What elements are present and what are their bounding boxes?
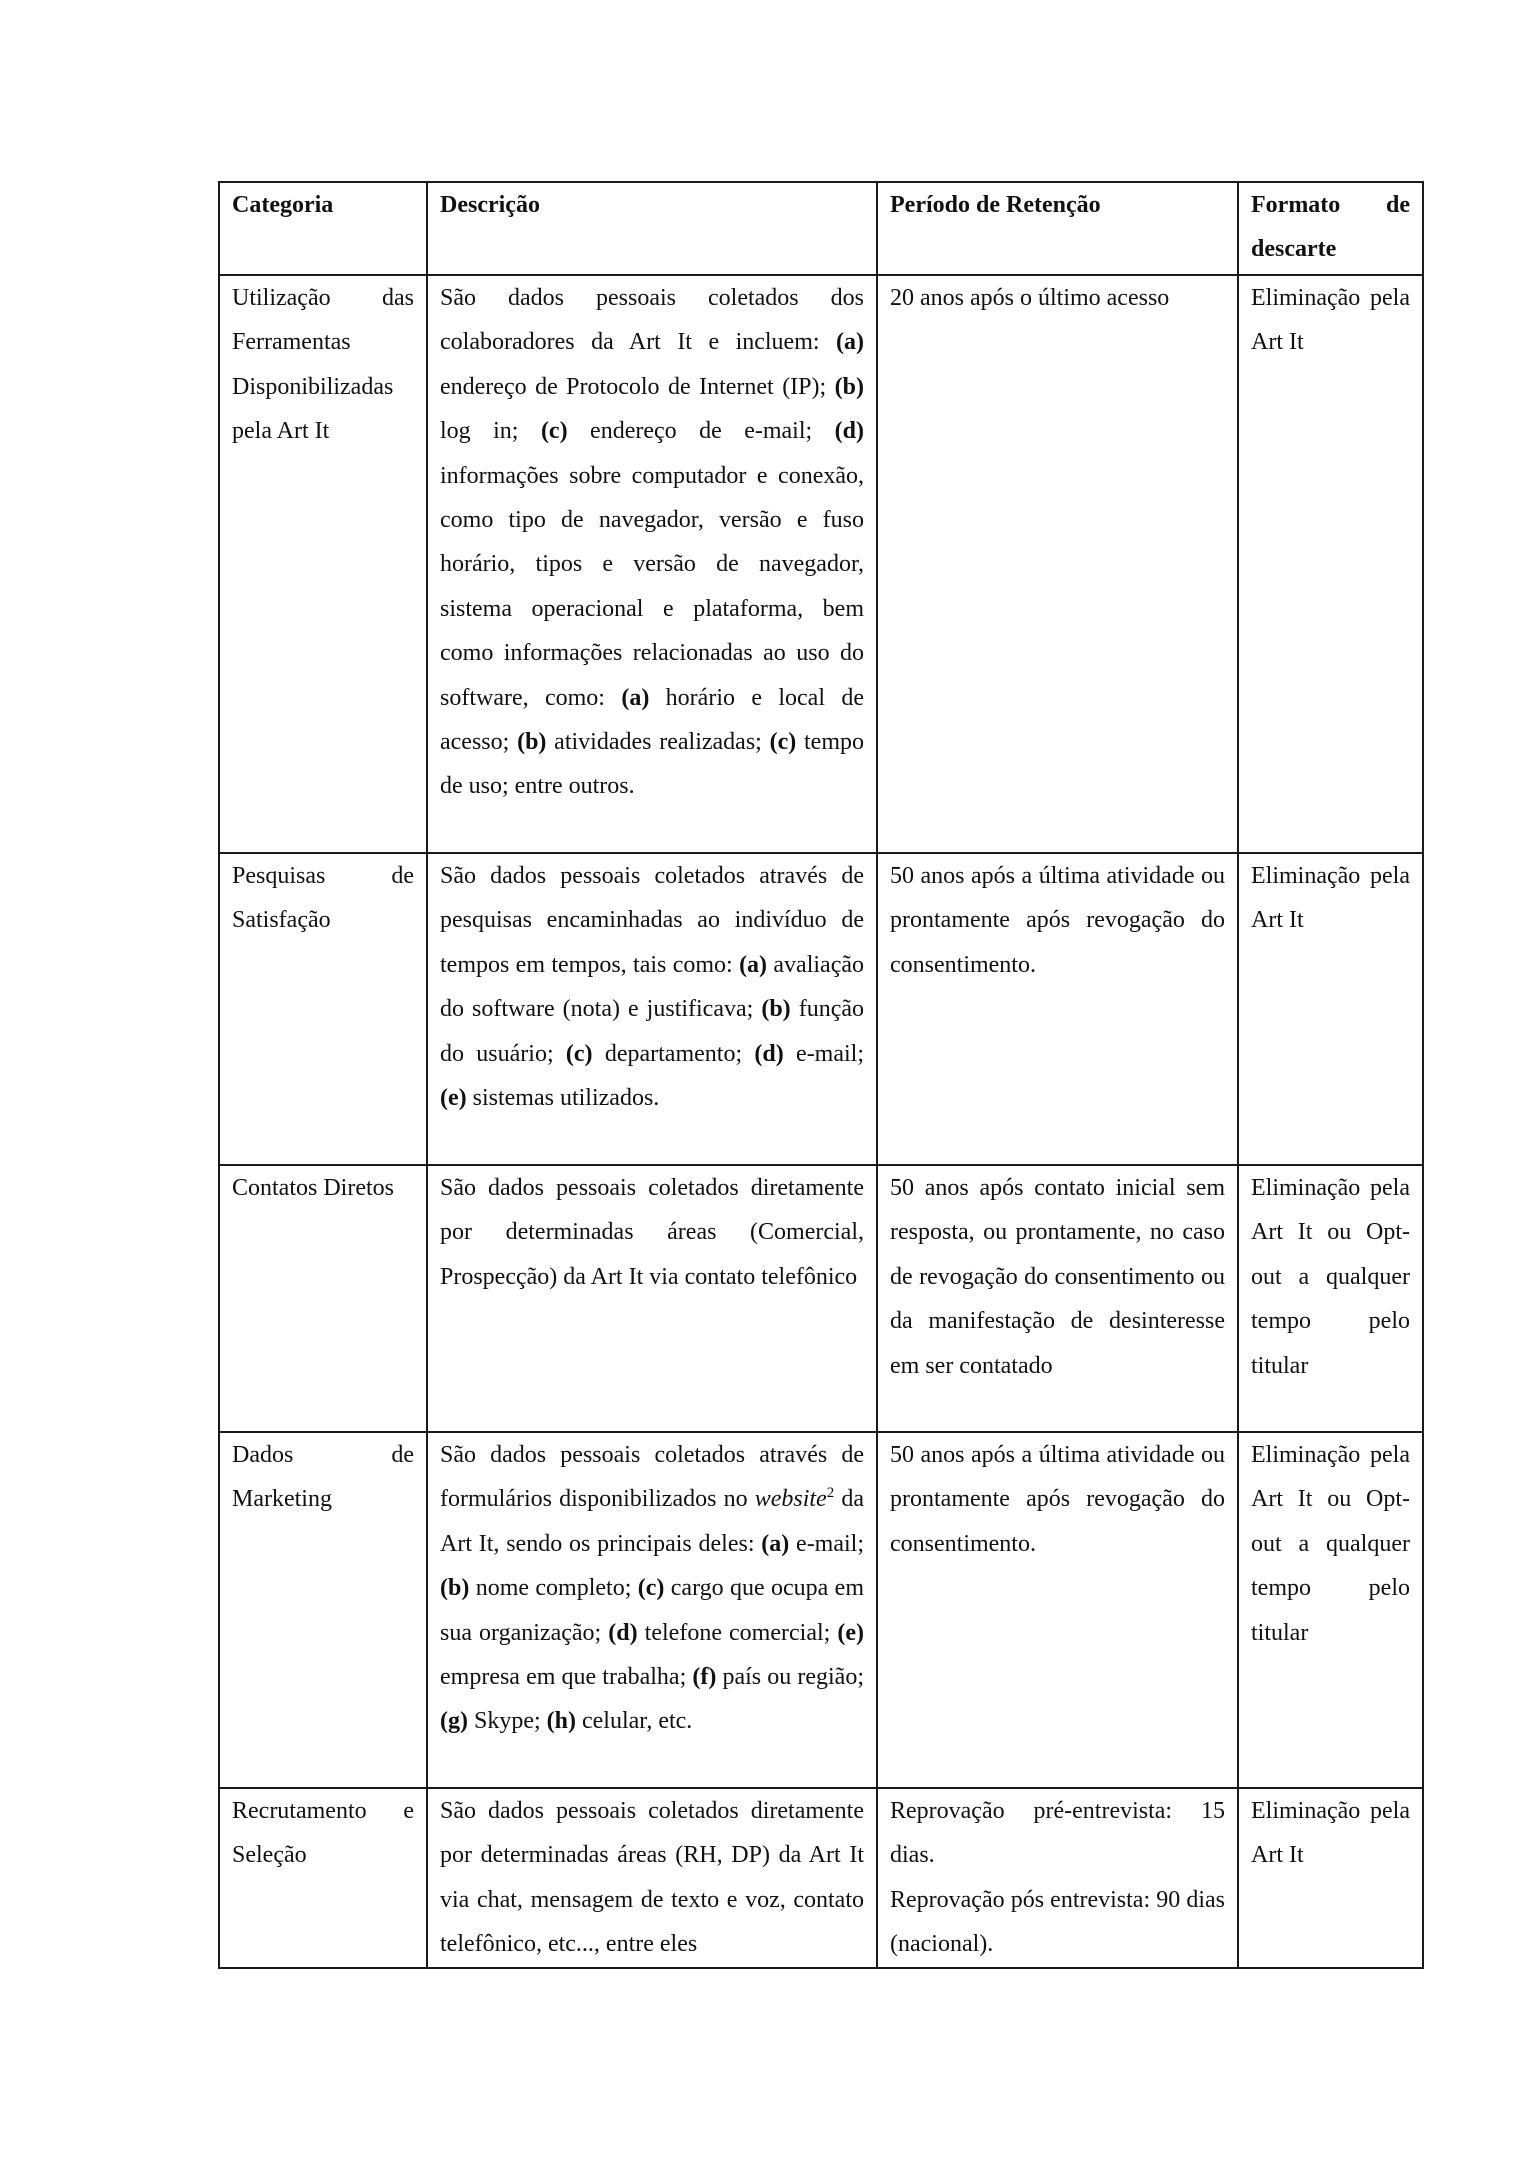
list-marker: (b) xyxy=(517,729,547,756)
list-marker: (d) xyxy=(608,1619,638,1646)
table-row xyxy=(219,1165,1423,1432)
desc-text: São dados pessoais coletados diretamente por determinadas áreas (Comercial, Prospecção) da Art It via contato telefônico xyxy=(440,1175,864,1290)
row-description xyxy=(427,275,877,853)
row-description xyxy=(427,1788,877,1968)
desc-text: horário e local de acesso; xyxy=(440,684,865,756)
header-description: Descrição xyxy=(427,182,877,275)
list-marker: (g) xyxy=(440,1708,468,1735)
header-disposal: Formato de descarte xyxy=(1238,182,1423,275)
website-term: website xyxy=(754,1486,827,1513)
footnote-ref: 2 xyxy=(826,1485,835,1502)
desc-text: endereço de e-mail; xyxy=(567,418,835,445)
row-category: Pesquisas de Satisfação xyxy=(219,853,427,1165)
table-row xyxy=(219,1432,1423,1788)
desc-text: São dados pessoais coletados diretamente por determinadas áreas (RH, DP) da Art It via chat, mensagem de texto e voz, contato telefônico, etc..., entre eles xyxy=(440,1798,864,1958)
desc-text: endereço de Protocolo de Internet (IP); xyxy=(440,373,835,400)
list-marker: (h) xyxy=(546,1708,576,1735)
row-description xyxy=(427,1432,877,1788)
table-row xyxy=(219,853,1423,1165)
list-marker: (c) xyxy=(637,1575,665,1602)
row-description xyxy=(427,853,877,1165)
row-description xyxy=(427,1165,877,1432)
row-disposal: Eliminação pela Art It ou Opt-out a qualquer tempo pelo titular xyxy=(1238,1432,1423,1788)
list-marker: (b) xyxy=(440,1575,470,1602)
row-retention: 50 anos após a última atividade ou prontamente após revogação do consentimento. xyxy=(877,1432,1238,1788)
desc-text: e-mail; xyxy=(783,1040,865,1067)
desc-text: telefone comercial; xyxy=(637,1619,838,1646)
table-row xyxy=(219,1788,1423,1968)
row-category: Dados de Marketing xyxy=(219,1432,427,1788)
row-disposal: Eliminação pela Art It xyxy=(1238,853,1423,1165)
row-disposal: Eliminação pela Art It xyxy=(1238,1788,1423,1968)
list-marker: (a) xyxy=(621,684,650,711)
desc-text: São dados pessoais coletados através de formulários disponibilizados no xyxy=(440,1442,864,1513)
desc-text: São dados pessoais coletados através de pesquisas encaminhadas ao indivíduo de tempos em tempos, tais como: xyxy=(440,863,864,978)
table-header-row xyxy=(219,182,1423,275)
row-retention: 50 anos após contato inicial sem resposta, ou prontamente, no caso de revogação do consentimento ou da manifestação de desinteresse em ser contatado xyxy=(877,1165,1238,1432)
desc-text: informações sobre computador e conexão, como tipo de navegador, versão e fuso horário, tipos e versão de navegador, sistema operacional e plataforma, bem como informações relacionadas ao uso do software, como: xyxy=(440,462,864,711)
row-retention: 20 anos após o último acesso xyxy=(877,275,1238,853)
list-marker: (a) xyxy=(739,951,768,978)
desc-text: Skype; xyxy=(467,1708,547,1735)
retention-table xyxy=(218,181,1424,1969)
row-disposal: Eliminação pela Art It xyxy=(1238,275,1423,853)
list-marker: (c) xyxy=(769,729,797,756)
desc-text: da Art It, sendo os principais deles: xyxy=(440,1486,865,1557)
desc-text: celular, etc. xyxy=(576,1708,693,1735)
desc-text: log in; xyxy=(440,418,541,445)
desc-text: e-mail; xyxy=(789,1530,865,1557)
header-retention: Período de Retenção xyxy=(877,182,1238,275)
row-retention xyxy=(877,1788,1238,1968)
retention-line: Reprovação pré-entrevista: 15 dias. xyxy=(890,1798,1225,1869)
table-row xyxy=(219,275,1423,853)
desc-text: empresa em que trabalha; xyxy=(440,1664,693,1691)
list-marker: (a) xyxy=(761,1530,790,1557)
row-disposal: Eliminação pela Art It ou Opt-out a qualquer tempo pelo titular xyxy=(1238,1165,1423,1432)
list-marker: (e) xyxy=(440,1085,467,1112)
retention-line: Reprovação pós entrevista: 90 dias (nacional). xyxy=(890,1886,1225,1958)
desc-text: função do usuário; xyxy=(440,996,865,1067)
desc-text: cargo que ocupa em sua organização; xyxy=(440,1575,865,1646)
desc-text: departamento; xyxy=(592,1040,755,1067)
row-retention: 50 anos após a última atividade ou prontamente após revogação do consentimento. xyxy=(877,853,1238,1165)
desc-text: tempo de uso; entre outros. xyxy=(440,729,864,800)
list-marker: (a) xyxy=(836,329,864,356)
row-category: Contatos Diretos xyxy=(219,1165,427,1432)
list-marker: (f) xyxy=(692,1664,717,1691)
list-marker: (d) xyxy=(754,1040,784,1067)
list-marker: (e) xyxy=(837,1619,865,1646)
desc-text: São dados pessoais coletados dos colaboradores da Art It e incluem: xyxy=(440,285,864,356)
row-category: Recrutamento e Seleção xyxy=(219,1788,427,1968)
desc-text: atividades realizadas; xyxy=(546,729,770,756)
desc-text: sistemas utilizados. xyxy=(466,1085,660,1112)
list-marker: (b) xyxy=(834,373,864,400)
list-marker: (d) xyxy=(834,418,864,445)
list-marker: (b) xyxy=(761,996,791,1023)
list-marker: (c) xyxy=(540,418,568,445)
list-marker: (c) xyxy=(565,1040,593,1067)
header-category: Categoria xyxy=(219,182,427,275)
desc-text: país ou região; xyxy=(716,1664,864,1691)
desc-text: nome completo; xyxy=(469,1575,638,1602)
desc-text: avaliação do software (nota) e justificava; xyxy=(440,951,864,1023)
row-category: Utilização das Ferramentas Disponibilizadas pela Art It xyxy=(219,275,427,853)
